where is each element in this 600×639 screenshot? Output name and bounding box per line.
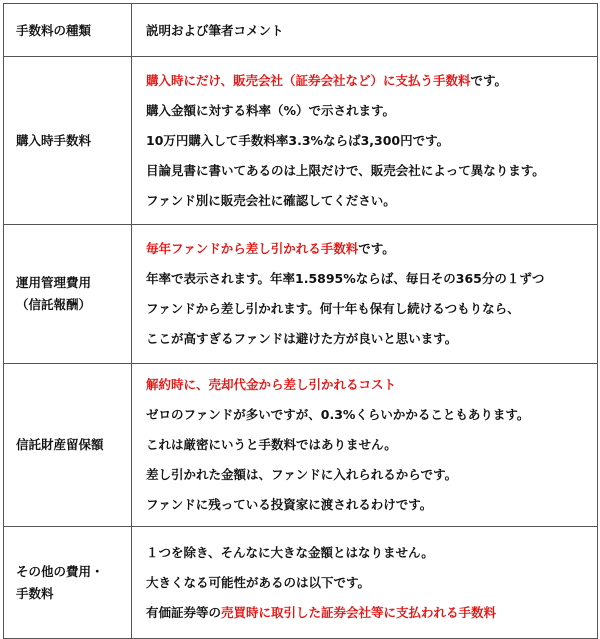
table-row xyxy=(4,57,598,225)
header-fee-type: 手数料の種類 xyxy=(4,4,132,57)
description-text: ファンドから差し引かれます。何十年も保有し続けるつもりなら、 xyxy=(146,301,520,316)
fee-description-cell xyxy=(132,57,598,225)
description-line xyxy=(146,430,591,460)
description-text: ファンド別に販売会社に確認してください。 xyxy=(146,192,396,208)
description-line xyxy=(146,370,591,400)
highlighted-text: 購入時にだけ、販売会社（証券会社など）に支払う手数料 xyxy=(146,72,471,88)
description-line xyxy=(146,234,591,264)
description-line xyxy=(146,186,591,216)
table-row xyxy=(4,364,598,527)
fee-description-cell xyxy=(132,527,598,639)
description-line xyxy=(146,460,591,490)
description-text: これは厳密にいうと手数料ではありません。 xyxy=(146,437,397,452)
description-text: 大きくなる可能性があるのは以下です。 xyxy=(146,574,371,590)
description-line xyxy=(146,568,591,598)
description-text: ゼロのファンドが多いですが、0.3%くらいかかることもあります。 xyxy=(146,407,530,422)
description-text: です。 xyxy=(470,72,508,88)
description-text: 購入金額に対する料率（%）で示されます。 xyxy=(146,102,396,118)
fee-category-label: 購入時手数料 xyxy=(16,132,92,148)
description-text: ここが高すぎるファンドは避けた方が良いと思います。 xyxy=(146,331,458,346)
description-line xyxy=(146,490,591,520)
highlighted-text: 売買時に取引した証券会社等に支払われる手数料 xyxy=(221,604,497,620)
description-line xyxy=(146,324,591,354)
fee-description-cell xyxy=(132,225,598,364)
fee-category-label: 信託財産留保額 xyxy=(16,437,104,452)
fee-category-cell xyxy=(4,57,132,225)
table-header-row xyxy=(4,4,598,57)
fee-category-label: その他の費用・ xyxy=(16,563,104,579)
fee-category-label: （信託報酬） xyxy=(16,297,92,312)
description-line xyxy=(146,156,591,186)
fee-category-label: 運用管理費用 xyxy=(16,275,92,290)
description-text: 有価証券等の xyxy=(146,604,222,620)
fee-category-cell xyxy=(4,364,132,527)
fee-category-label: 手数料 xyxy=(16,585,54,601)
description-text: 目論見書に書いてあるのは上限だけで、販売会社によって異なります。 xyxy=(146,162,545,178)
description-line xyxy=(146,264,591,294)
table-row xyxy=(4,225,598,364)
highlighted-text: 解約時に、売却代金から差し引かれるコスト xyxy=(146,377,397,392)
table-row xyxy=(4,527,598,639)
description-line xyxy=(146,598,591,628)
fee-table-container xyxy=(3,3,597,639)
header-description: 説明および筆者コメント xyxy=(132,4,598,57)
fee-category-cell xyxy=(4,225,132,364)
fee-table xyxy=(3,3,598,639)
description-text: 年率で表示されます。年率1.5895%ならば、毎日その365分の１ずつ xyxy=(146,271,545,286)
description-text: １つを除き、そんなに大きな金額とはなりません。 xyxy=(146,544,434,560)
description-text: 差し引かれた金額は、ファンドに入れられるからです。 xyxy=(146,467,458,482)
description-text: です。 xyxy=(358,241,395,256)
description-text: 10万円購入して手数料率3.3%ならば3,300円です。 xyxy=(146,132,450,148)
fee-description-cell xyxy=(132,364,598,527)
description-line xyxy=(146,96,591,126)
description-line xyxy=(146,66,591,96)
highlighted-text: 毎年ファンドから差し引かれる手数料 xyxy=(146,241,359,256)
description-text: ファンドに残っている投資家に渡されるわけです。 xyxy=(146,497,433,512)
description-line xyxy=(146,538,591,568)
description-line xyxy=(146,126,591,156)
description-line xyxy=(146,294,591,324)
fee-category-cell xyxy=(4,527,132,639)
description-line xyxy=(146,400,591,430)
